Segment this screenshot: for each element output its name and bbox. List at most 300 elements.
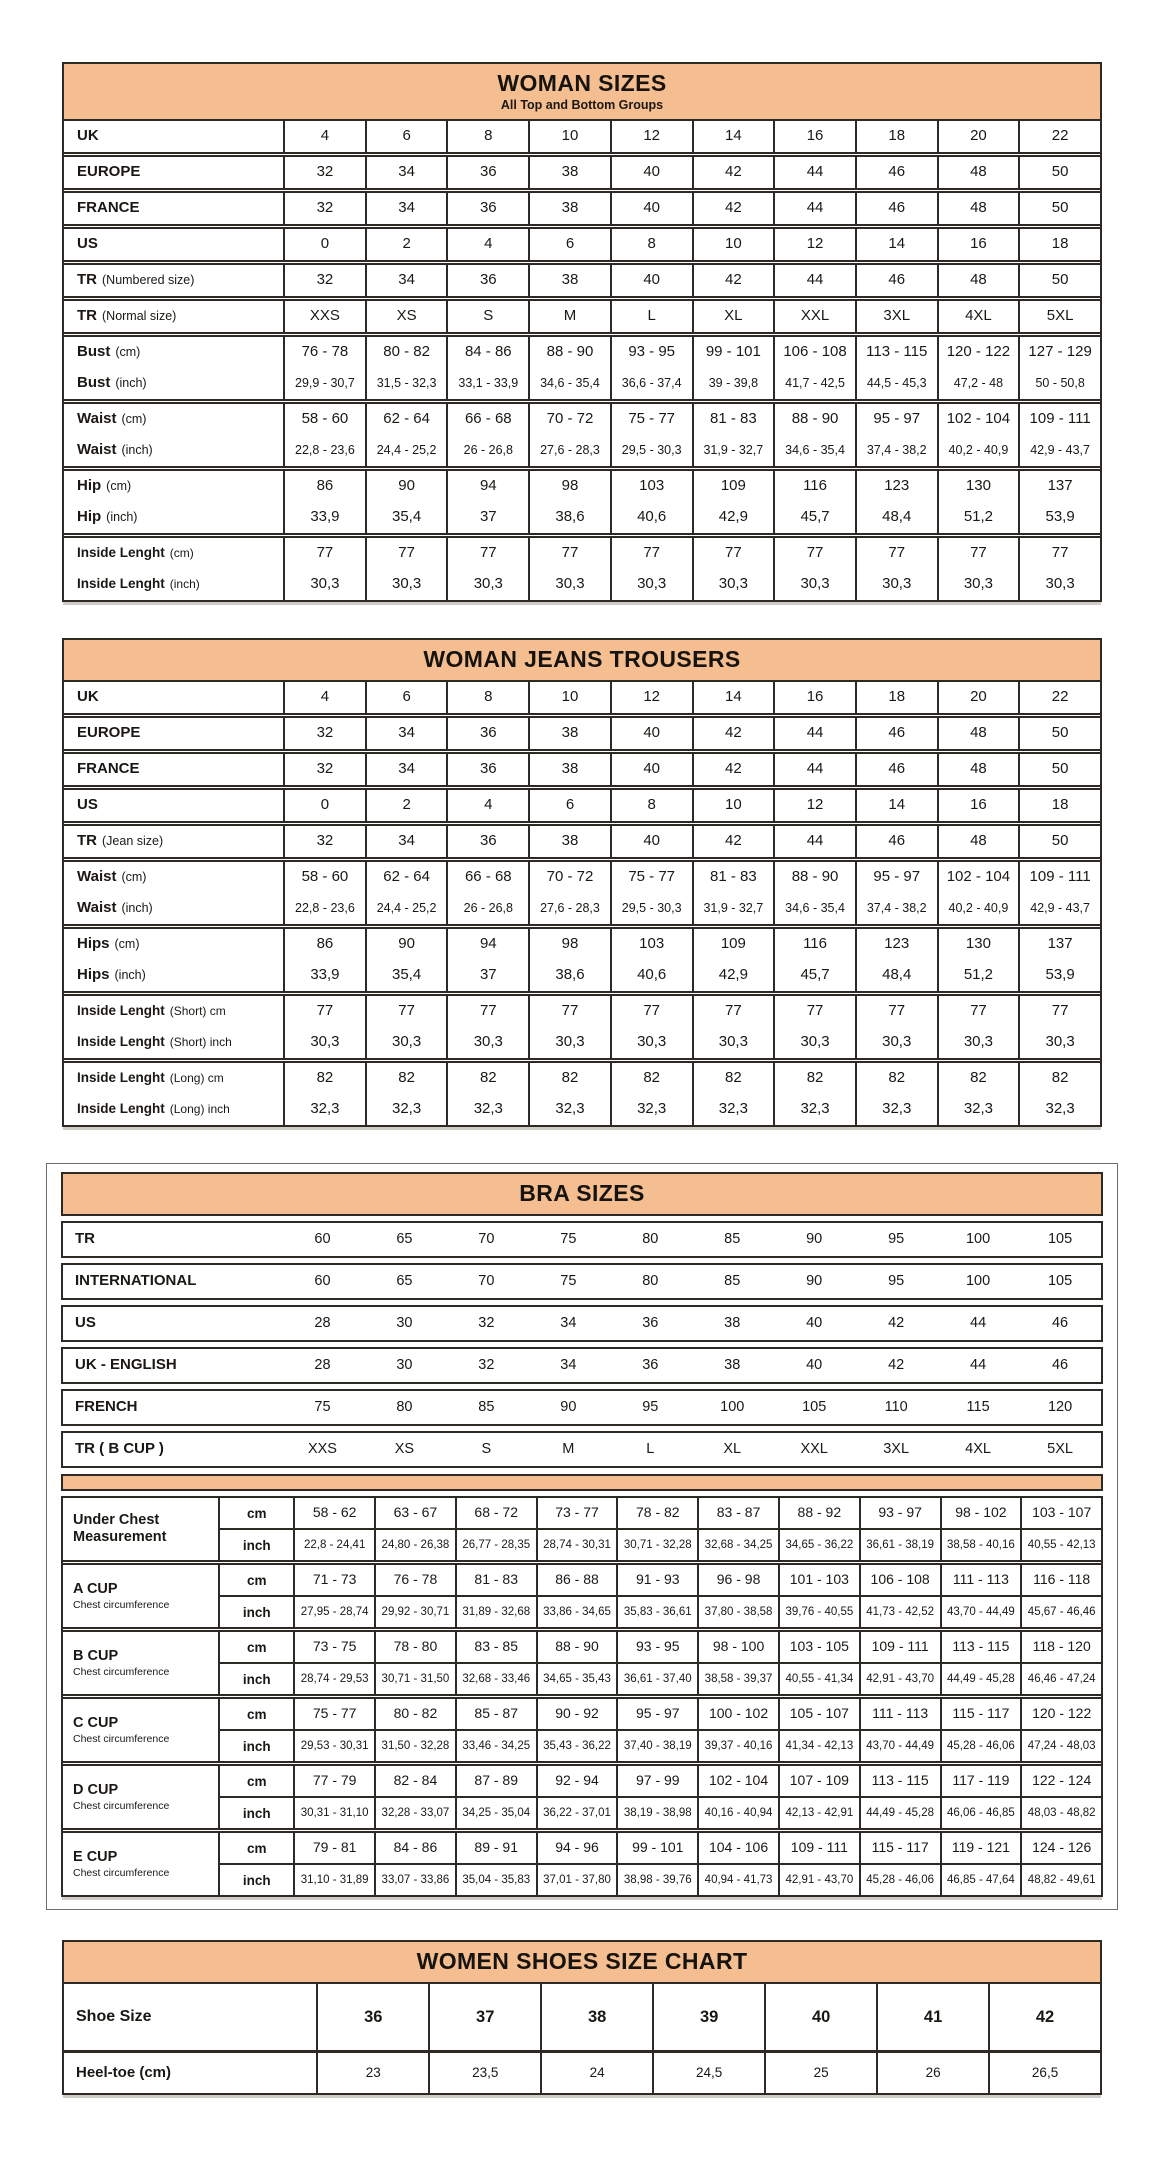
cup-cell: 93 - 95 [616,1632,697,1662]
size-cell: 82 [1018,1063,1100,1094]
cup-cell: 32,68 - 33,46 [455,1664,536,1694]
cup-row [220,1662,1101,1694]
cup-cell: 94 - 96 [536,1833,617,1863]
size-cell: 130 [937,471,1019,502]
bra-cell: 75 [560,1230,577,1247]
size-cell: 95 - 97 [855,404,937,435]
cup-cell: 32,28 - 33,07 [374,1798,455,1828]
size-cell: 30,3 [446,569,528,600]
shoes-grid [64,1984,1100,2093]
row-label [64,2053,316,2093]
size-cell: 48 [937,265,1019,296]
size-cell: 36 [446,193,528,224]
row-label-text: Hip [77,508,102,526]
bra-cell: 60 [314,1272,331,1289]
shoes-table [62,1940,1102,2095]
row-label [64,229,283,260]
size-cell: 123 [855,471,937,502]
cup-group-label [63,1498,220,1560]
size-cell: 8 [446,682,528,713]
cup-cell: 24,80 - 26,38 [374,1530,455,1560]
cup-group [63,1627,1101,1694]
size-cell: 50 [1018,754,1100,785]
size-cell: 14 [855,229,937,260]
cup-cell: 115 - 117 [940,1699,1021,1729]
table-row [64,929,1100,960]
cup-rows [220,1833,1101,1895]
size-cell: 102 - 104 [937,404,1019,435]
size-cell: 77 [937,538,1019,569]
bra-row [61,1389,1103,1426]
size-cell: 45,7 [773,960,855,991]
size-cell: 44 [773,826,855,857]
table-row [64,960,1100,991]
size-cell: 81 - 83 [692,404,774,435]
row-group [64,533,1100,600]
size-cell: 0 [283,229,365,260]
shoe-cell: 39 [652,1984,764,2050]
bra-cell: 105 [1047,1272,1073,1289]
size-cell: 32,3 [283,1094,365,1125]
size-cell: L [610,301,692,332]
row-label-note: (cm) [115,344,141,359]
size-cell: 75 - 77 [610,862,692,893]
table-row [64,229,1100,260]
size-cell: 29,5 - 30,3 [610,435,692,466]
shoes-header [64,1942,1100,1984]
cup-group-label [63,1565,220,1627]
size-cell: 31,5 - 32,3 [365,368,447,399]
cup-row [220,1796,1101,1828]
size-cell: 77 [692,538,774,569]
cup-cell: 33,46 - 34,25 [455,1731,536,1761]
size-cell: 22 [1018,121,1100,152]
row-group [64,152,1100,188]
cup-cell: 82 - 84 [374,1766,455,1796]
size-cell: 32,3 [365,1094,447,1125]
cup-row [220,1632,1101,1662]
row-label-note: (cm) [106,478,132,493]
table-row [64,538,1100,569]
size-cell: 2 [365,229,447,260]
size-cell: 2 [365,790,447,821]
size-cell: 34,6 - 35,4 [528,368,610,399]
cup-cell: 31,89 - 32,68 [455,1597,536,1627]
size-cell: XXL [773,301,855,332]
bra-cell: 80 [642,1230,659,1247]
size-cell: 32,3 [610,1094,692,1125]
size-cell: 37,4 - 38,2 [855,435,937,466]
size-cell: 38,6 [528,502,610,533]
size-cell: 123 [855,929,937,960]
row-label-note: (Short) cm [169,1003,226,1018]
row-group [64,121,1100,152]
cup-cell: 95 - 97 [616,1699,697,1729]
size-cell: 40,6 [610,960,692,991]
cup-cell: 107 - 109 [778,1766,859,1796]
shoes-title: WOMEN SHOES SIZE CHART [416,1948,748,1974]
bra-cell: 100 [965,1272,991,1289]
cup-group [63,1828,1101,1895]
cup-cell: 98 - 100 [697,1632,778,1662]
size-cell: 33,9 [283,502,365,533]
cup-cell: 117 - 119 [940,1766,1021,1796]
size-cell: 94 [446,929,528,960]
row-label [64,193,283,224]
row-label-note: (inch) [121,442,153,457]
size-cell: 42,9 [692,960,774,991]
cup-row [220,1528,1101,1560]
unit-cell: inch [220,1664,295,1694]
size-cell: 5XL [1018,301,1100,332]
row-label-note: (Long) inch [169,1101,230,1116]
bra-cell: L [646,1440,655,1457]
size-cell: 32,3 [446,1094,528,1125]
cup-cell: 119 - 121 [940,1833,1021,1863]
size-cell: 48 [937,826,1019,857]
size-cell: 30,3 [855,569,937,600]
unit-cell: inch [220,1597,295,1627]
size-cell: 40 [610,754,692,785]
bra-row [61,1221,1103,1258]
cup-cell: 36,22 - 37,01 [536,1798,617,1828]
bra-cell: 30 [396,1314,413,1331]
size-cell: 46 [855,265,937,296]
table-row [64,337,1100,368]
size-cell: 42 [692,193,774,224]
row-label-note: (inch) [114,967,146,982]
size-cell: 41,7 - 42,5 [773,368,855,399]
row-label [64,404,283,435]
size-cell: 77 [692,996,774,1027]
cup-cell: 45,67 - 46,46 [1020,1597,1101,1627]
size-cell: 35,4 [365,502,447,533]
row-label-note: (cm) [114,936,140,951]
size-cell: 109 [692,471,774,502]
bra-cell: 28 [314,1356,331,1373]
row-group [64,296,1100,332]
bra-cell: 42 [888,1356,905,1373]
size-cell: 42 [692,826,774,857]
bra-cell: S [481,1440,492,1457]
size-cell: 77 [446,996,528,1027]
row-group [64,1058,1100,1125]
row-label-text: Waist [77,899,117,917]
cup-cell: 43,70 - 44,49 [940,1597,1021,1627]
size-cell: 30,3 [528,569,610,600]
bra-cell: 44 [970,1356,987,1373]
cup-row [220,1863,1101,1895]
row-label [64,718,283,749]
size-cell: 66 - 68 [446,404,528,435]
row-group [64,785,1100,821]
cup-group-label [63,1833,220,1895]
cup-label-text: B CUP [73,1648,119,1665]
size-cell: 4XL [937,301,1019,332]
size-cell: 36 [446,826,528,857]
cup-cell: 77 - 79 [312,1772,357,1789]
bra-cell: 120 [1047,1398,1073,1415]
bra-cell: 38 [724,1314,741,1331]
size-cell: 40 [610,157,692,188]
row-label [64,1063,283,1094]
bra-cell: 95 [888,1272,905,1289]
table-row [64,502,1100,533]
woman-jeans-title: WOMAN JEANS TROUSERS [423,646,741,672]
size-cell: 53,9 [1018,960,1100,991]
cup-cell: 68 - 72 [455,1498,536,1528]
size-cell: 30,3 [1018,569,1100,600]
bra-cell: 65 [396,1230,413,1247]
size-cell: 82 [528,1063,610,1094]
size-cell: 44 [773,718,855,749]
cup-cell: 29,53 - 30,31 [300,1739,369,1752]
size-cell: 46 [855,718,937,749]
size-cell: 82 [855,1063,937,1094]
size-cell: 30,3 [937,1027,1019,1058]
table-row [64,435,1100,466]
size-cell: 22 [1018,682,1100,713]
size-cell: 50 [1018,157,1100,188]
size-cell: 58 - 60 [283,862,365,893]
bra-cell: 44 [970,1314,987,1331]
size-cell: 30,3 [610,1027,692,1058]
row-label-note: (Numbered size) [102,272,195,287]
row-label-text: TR ( B CUP ) [75,1440,164,1458]
size-cell: 70 - 72 [528,862,610,893]
row-label-text: Heel-toe (cm) [76,2063,172,2081]
row-label-text: EUROPE [77,724,141,742]
size-cell: 24,4 - 25,2 [365,435,447,466]
table-row [64,682,1100,713]
bra-cell: 115 [966,1398,990,1415]
cup-cell: 78 - 80 [374,1632,455,1662]
size-cell: 22,8 - 23,6 [283,435,365,466]
bra-cell: 60 [314,1230,331,1247]
size-cell: 130 [937,929,1019,960]
row-group [64,466,1100,533]
cup-cell: 105 - 107 [778,1699,859,1729]
size-cell: 44 [773,265,855,296]
size-cell: 30,3 [855,1027,937,1058]
size-cell: 84 - 86 [446,337,528,368]
size-cell: 16 [937,790,1019,821]
size-cell: 36 [446,754,528,785]
size-cell: 14 [692,682,774,713]
row-label-text: INTERNATIONAL [75,1272,197,1290]
size-cell: 33,9 [283,960,365,991]
size-cell: XL [692,301,774,332]
cup-cell: 92 - 94 [536,1766,617,1796]
table-row [64,193,1100,224]
bra-cell: 70 [478,1272,495,1289]
size-cell: 30,3 [692,569,774,600]
cup-cell: 115 - 117 [859,1833,940,1863]
cup-group [63,1560,1101,1627]
size-cell: 81 - 83 [692,862,774,893]
bra-cell: XXL [800,1440,828,1457]
size-cell: 82 [365,1063,447,1094]
table-row [64,1027,1100,1058]
cup-label-note: Chest circumference [73,1598,170,1611]
size-cell: 46 [855,193,937,224]
row-label-text: FRANCE [77,760,140,778]
bra-cell: 90 [806,1272,823,1289]
size-cell: 42 [692,718,774,749]
size-cell: 93 - 95 [610,337,692,368]
cup-cell: 101 - 103 [778,1565,859,1595]
cup-cell: 122 - 124 [1020,1766,1101,1796]
size-cell: 95 - 97 [855,862,937,893]
size-cell: 40,2 - 40,9 [937,435,1019,466]
size-cell: 30,3 [528,1027,610,1058]
row-label-note: (Normal size) [102,308,177,323]
row-label [64,471,283,502]
shoe-cell: 25 [764,2053,876,2093]
size-cell: 34 [365,826,447,857]
size-cell: 82 [610,1063,692,1094]
cup-row [220,1595,1101,1627]
cup-cell: 100 - 102 [697,1699,778,1729]
row-label-text: Hips [77,935,110,953]
size-cell: 48,4 [855,960,937,991]
table-row [64,790,1100,821]
bra-cell: 65 [396,1272,413,1289]
row-label-text: UK [77,127,99,145]
cup-cell: 31,10 - 31,89 [300,1873,369,1886]
size-cell: 51,2 [937,960,1019,991]
cup-cell: 89 - 91 [455,1833,536,1863]
shoe-row [64,2050,1100,2093]
row-label-text: Inside Lenght [77,1101,165,1117]
size-cell: 30,3 [283,569,365,600]
cup-cell: 96 - 98 [697,1565,778,1595]
size-cell: 90 [365,471,447,502]
row-label-text: Hip [77,477,102,495]
row-label-note: (cm) [169,545,194,560]
size-cell: 0 [283,790,365,821]
size-cell: 77 [855,996,937,1027]
size-cell: 66 - 68 [446,862,528,893]
size-cell: 127 - 129 [1018,337,1100,368]
size-cell: 40 [610,193,692,224]
size-cell: 44,5 - 45,3 [855,368,937,399]
size-cell: 30,3 [610,569,692,600]
shoe-cell: 23,5 [428,2053,540,2093]
cup-cell: 88 - 90 [536,1632,617,1662]
size-cell: 113 - 115 [855,337,937,368]
table-row [64,996,1100,1027]
row-label-text: TR [77,307,97,325]
unit-cell: inch [220,1731,295,1761]
cup-row [220,1833,1101,1863]
cup-row [220,1565,1101,1595]
row-label [64,826,283,857]
bra-cell: 34 [560,1356,577,1373]
size-cell: XXS [283,301,365,332]
size-cell: 88 - 90 [773,404,855,435]
size-cell: 3XL [855,301,937,332]
cup-cell: 58 - 62 [312,1504,357,1521]
row-label-text: FRANCE [77,199,140,217]
cup-cell: 87 - 89 [455,1766,536,1796]
row-label [64,121,283,152]
size-cell: 38 [528,157,610,188]
size-cell: 32 [283,826,365,857]
row-label [64,538,283,569]
bra-cell: 36 [642,1314,659,1331]
size-cell: 40 [610,265,692,296]
cup-cell: 42,91 - 43,70 [859,1664,940,1694]
size-cell: 48 [937,754,1019,785]
cup-cell: 30,71 - 32,28 [616,1530,697,1560]
cup-cell: 32,68 - 34,25 [697,1530,778,1560]
cup-cell: 97 - 99 [616,1766,697,1796]
size-cell: 39 - 39,8 [692,368,774,399]
size-cell: 77 [528,538,610,569]
size-cell: 36,6 - 37,4 [610,368,692,399]
cup-cell: 30,71 - 31,50 [374,1664,455,1694]
size-cell: 77 [365,538,447,569]
bra-cell: 46 [1051,1356,1069,1373]
cup-cell: 33,86 - 34,65 [536,1597,617,1627]
row-group [64,399,1100,466]
bra-cell: XL [723,1440,742,1457]
size-cell: 90 [365,929,447,960]
shoe-cell: 26 [876,2053,988,2093]
size-cell: 34 [365,718,447,749]
size-cell: 103 [610,471,692,502]
size-cell: 82 [446,1063,528,1094]
cup-cell: 75 - 77 [312,1705,357,1722]
row-label-note: (inch) [115,375,147,390]
size-cell: 26 - 26,8 [446,435,528,466]
size-cell: 32,3 [773,1094,855,1125]
cup-cell: 83 - 87 [697,1498,778,1528]
bra-cell: 36 [642,1356,659,1373]
row-label [63,1391,281,1424]
size-cell: 106 - 108 [773,337,855,368]
cup-cell: 73 - 75 [312,1638,357,1655]
cup-cell: 28,74 - 29,53 [300,1672,369,1685]
cup-cell: 120 - 122 [1020,1699,1101,1729]
row-label [64,929,283,960]
cup-cell: 35,43 - 36,22 [536,1731,617,1761]
size-cell: 42,9 - 43,7 [1018,435,1100,466]
bra-cell: 95 [642,1398,659,1415]
size-cell: 32,3 [528,1094,610,1125]
cup-cell: 116 - 118 [1020,1565,1101,1595]
cup-label-text: Under Chest Measurement [73,1512,167,1545]
size-cell: 26 - 26,8 [446,893,528,924]
size-cell: 32 [283,157,365,188]
size-cell: 4 [283,682,365,713]
cup-cell: 31,50 - 32,28 [374,1731,455,1761]
row-label [64,265,283,296]
cup-cell: 36,61 - 37,40 [616,1664,697,1694]
cup-group-label [63,1632,220,1694]
shoe-cell: 37 [428,1984,540,2050]
cup-row [220,1699,1101,1729]
size-cell: 6 [365,682,447,713]
row-label-text: Inside Lenght [77,545,165,561]
size-cell: XS [365,301,447,332]
size-cell: 37,4 - 38,2 [855,893,937,924]
row-label-text: Waist [77,410,117,428]
row-label [64,1027,283,1058]
size-cell: 50 [1018,826,1100,857]
bra-row [61,1305,1103,1342]
